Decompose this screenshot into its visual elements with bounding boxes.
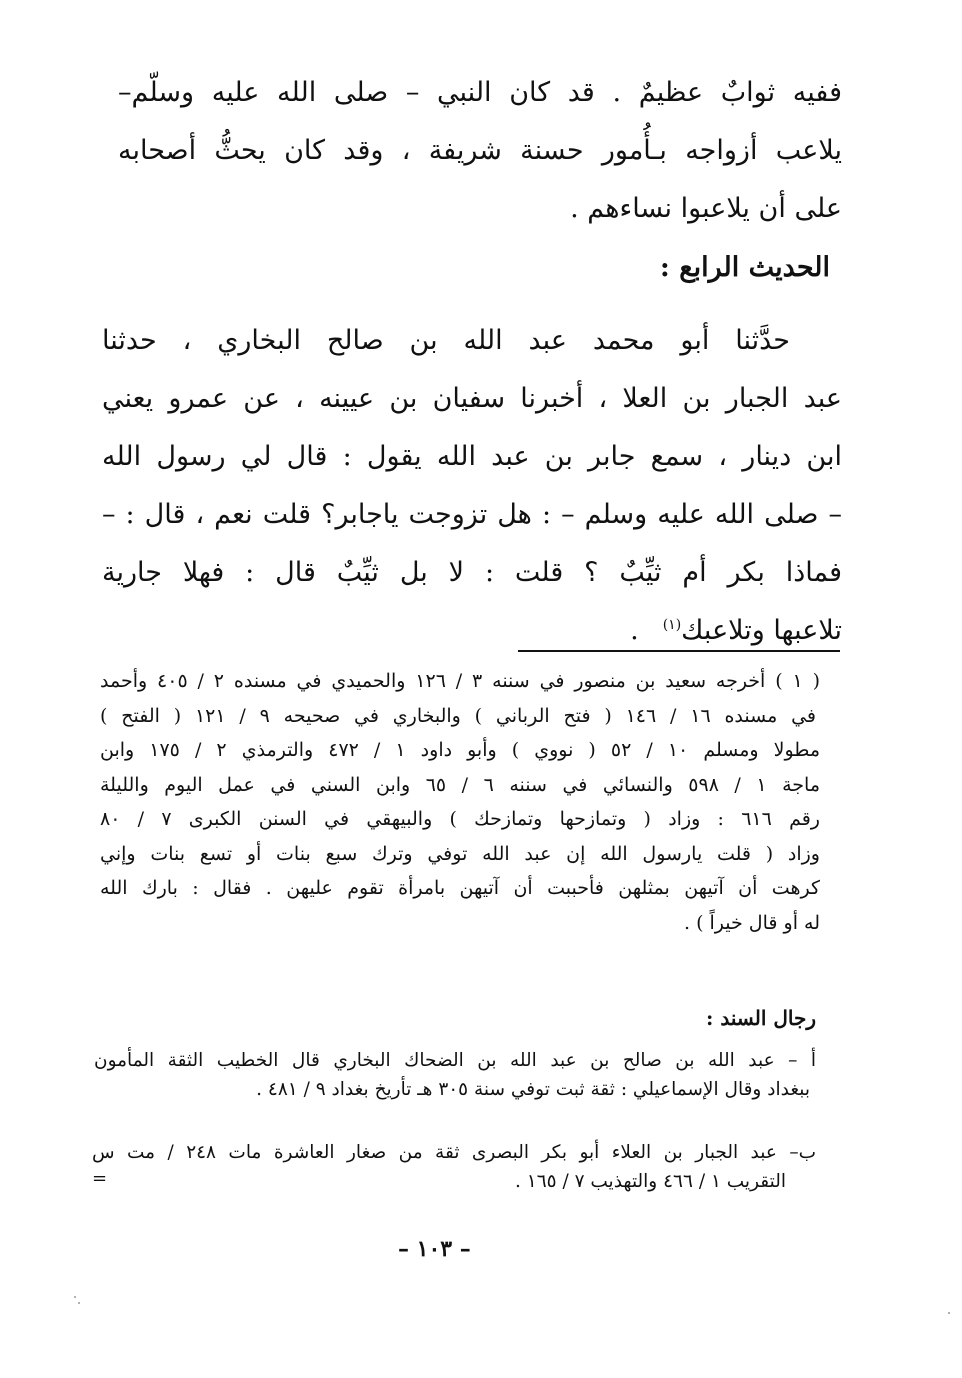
scan-speck [74, 1296, 76, 1298]
narrator-line: أ – عبد الله بن صالح بن عبد الله بن الضحاك البخاري قال الخطيب الثقة المأمون [94, 1050, 816, 1071]
footnote-line: رقم ٦١٦ : وزاد ( وتمازحها وتمازحك ) والبيهقي في السنن الكبرى ٧ / ٨٠ [100, 808, 820, 830]
hadith-line: حدَّثنا أبو محمد عبد الله بن صالح البخاري ، حدثنا [102, 325, 790, 356]
narrators-heading: رجال السند : [706, 1006, 816, 1030]
intro-line: على أن يلاعبوا نساءهم . [570, 193, 842, 224]
narrator-line: التقريب ١ / ٤٦٦ والتهذيب ٧ / ١٦٥ . [515, 1171, 786, 1192]
narrator-entry-a [94, 1046, 816, 1104]
narrator-line: ببغداد وقال الإسماعيلي : ثقة ثبت توفي سنة ٣٠٥ هـ تأريخ بغداد ٩ / ٤٨١ . [256, 1079, 810, 1100]
hadith-line: عبد الجبار بن العلا ، أخبرنا سفيان بن عيينه ، عن عمرو يعني [102, 383, 842, 414]
hadith-last-punct: . [630, 615, 639, 646]
continuation-mark: = [92, 1168, 108, 1189]
narrator-entry-b [92, 1138, 816, 1196]
footnote-line: ( ١ ) أخرجه سعيد بن منصور في سننه ٣ / ١٢٦ والحميدي في مسنده ٢ / ٤٠٥ وأحمد [100, 670, 820, 692]
scan-speck [78, 1302, 80, 1304]
hadith-heading: الحديث الرابع : [659, 252, 830, 283]
footnote-marker: (١) [662, 617, 682, 633]
footnote-line: كرهت أن آتيهن بمثلهن فأحببت أن آتيهن بامرأة تقوم عليهن . فقال : بارك الله [100, 877, 820, 899]
hadith-line: ابن دينار ، سمع جابر بن عبد الله يقول : قال لي رسول الله [102, 441, 842, 472]
footnote-line: في مسنده ١٦ / ١٤٦ ( فتح الرباني ) والبخاري في صحيحه ٩ / ١٢١ ( الفتح ) [100, 704, 816, 727]
page-number: – ١٠٣ – [398, 1236, 471, 1262]
footnote-line: ماجة ١ / ٥٩٨ والنسائي في سننه ٦ / ٦٥ وابن السني في عمل اليوم والليلة [100, 773, 820, 796]
intro-line: ففيه ثوابٌ عظيمٌ . قد كان النبي – صلى الله عليه وسلّم– [118, 77, 842, 108]
footnote-rule [518, 650, 840, 652]
narrator-line: ب– عبد الجبار بن العلاء أبو بكر البصرى ثقة من صغار العاشرة مات ٢٤٨ / مت س [92, 1142, 816, 1163]
intro-paragraph [118, 64, 842, 238]
intro-line: يلاعب أزواجه بـأُمور حسنة شريفة ، وقد كان يحثُّ أصحابه [118, 135, 842, 166]
footnote-line: له أو قال خيراً ) . [684, 911, 820, 934]
hadith-last-text: تلاعبها وتلاعبك [681, 615, 842, 646]
hadith-text [102, 312, 842, 660]
hadith-line: – صلى الله عليه وسلم – : هل تزوجت ياجابر؟ قلت نعم ، قال : – [102, 499, 842, 530]
scan-speck [948, 1312, 950, 1314]
footnote-line: مطولا ومسلم ١٠ / ٥٢ ( نووي ) وأبو داود ١ / ٤٧٢ والترمذي ٢ / ١٧٥ وابن [100, 739, 820, 761]
footnote-line: وزاد ( قلت يارسول الله إن عبد الله توفي وترك سبع بنات أو تسع بنات وإني [100, 842, 820, 865]
hadith-line: فماذا بكر أم ثيِّبٌ ؟ قلت : لا بل ثيِّبٌ قال : فهلا جارية [102, 557, 842, 588]
footnote [100, 664, 820, 940]
